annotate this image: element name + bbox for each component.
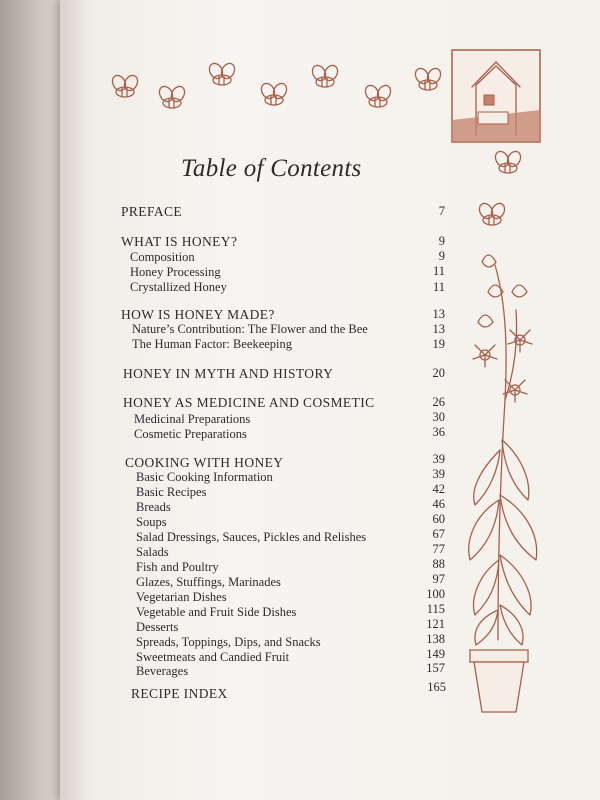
toc-page-number: 121 — [426, 617, 445, 631]
toc-page-number: 60 — [432, 512, 445, 526]
toc-page-number: 138 — [426, 632, 445, 646]
toc-page-number: 11 — [432, 264, 445, 278]
toc-entry: PREFACE — [121, 204, 183, 219]
toc-entry: Beverages — [136, 664, 189, 678]
toc-page-number: 11 — [432, 280, 445, 294]
toc-entry: Vegetarian Dishes — [136, 590, 227, 604]
toc-page-number: 67 — [432, 527, 445, 541]
toc-entry: Desserts — [136, 620, 179, 634]
toc-entry: HONEY IN MYTH AND HISTORY — [123, 366, 334, 381]
toc-entry: Fish and Poultry — [136, 560, 219, 574]
toc-entry: RECIPE INDEX — [131, 686, 228, 701]
toc-entry: Crystallized Honey — [130, 280, 227, 294]
toc-entry: WHAT IS HONEY? — [121, 234, 238, 249]
toc-page-number: 7 — [438, 204, 445, 218]
page-title: Table of Contents — [181, 155, 362, 182]
toc-entry: Breads — [136, 500, 171, 514]
toc-entry: Soups — [136, 515, 167, 529]
toc-page-number: 36 — [432, 425, 445, 439]
toc-page-number: 13 — [432, 307, 445, 321]
toc-entry: Composition — [130, 250, 195, 264]
toc-entry: HONEY AS MEDICINE AND COSMETIC — [123, 395, 375, 410]
toc-page-number: 39 — [432, 452, 445, 466]
toc-page-number: 149 — [426, 647, 445, 661]
toc-page-number: 9 — [438, 249, 445, 263]
toc-entry: Cosmetic Preparations — [134, 427, 247, 441]
toc-entry: Basic Cooking Information — [136, 470, 273, 484]
toc-page-number: 157 — [426, 661, 445, 675]
toc-page-number: 77 — [432, 542, 445, 556]
toc-entry: Nature’s Contribution: The Flower and the Bee — [132, 322, 368, 336]
toc-entry: Honey Processing — [130, 265, 221, 279]
toc-page-number: 97 — [432, 572, 445, 586]
toc-page-number: 115 — [426, 602, 445, 616]
toc-entry: Basic Recipes — [136, 485, 207, 499]
toc-page-number: 13 — [432, 322, 445, 336]
toc-entry: Salad Dressings, Sauces, Pickles and Relishes — [136, 530, 367, 544]
toc-page-number: 20 — [432, 366, 445, 380]
toc-entry: Vegetable and Fruit Side Dishes — [136, 605, 297, 619]
toc-page-number: 42 — [432, 482, 445, 496]
toc-page-number: 30 — [432, 410, 445, 424]
toc-page-number: 46 — [432, 497, 445, 511]
toc-page-number: 26 — [432, 395, 445, 409]
toc-entry: Glazes, Stuffings, Marinades — [136, 575, 281, 589]
toc-page-number: 9 — [438, 234, 445, 248]
toc-page-number: 88 — [432, 557, 445, 571]
toc-page-number: 165 — [427, 680, 446, 694]
toc-entry: Spreads, Toppings, Dips, and Snacks — [136, 635, 321, 649]
toc-entry: Medicinal Preparations — [134, 412, 251, 426]
toc-entry: Sweetmeats and Candied Fruit — [136, 650, 290, 664]
toc-page-number: 100 — [426, 587, 445, 601]
toc-entry: The Human Factor: Beekeeping — [132, 337, 293, 351]
toc-page-number: 39 — [432, 467, 445, 481]
toc-entry: COOKING WITH HONEY — [125, 455, 284, 470]
toc-entry: HOW IS HONEY MADE? — [121, 307, 275, 322]
toc-page-number: 19 — [432, 337, 445, 351]
toc-entry: Salads — [136, 545, 169, 559]
